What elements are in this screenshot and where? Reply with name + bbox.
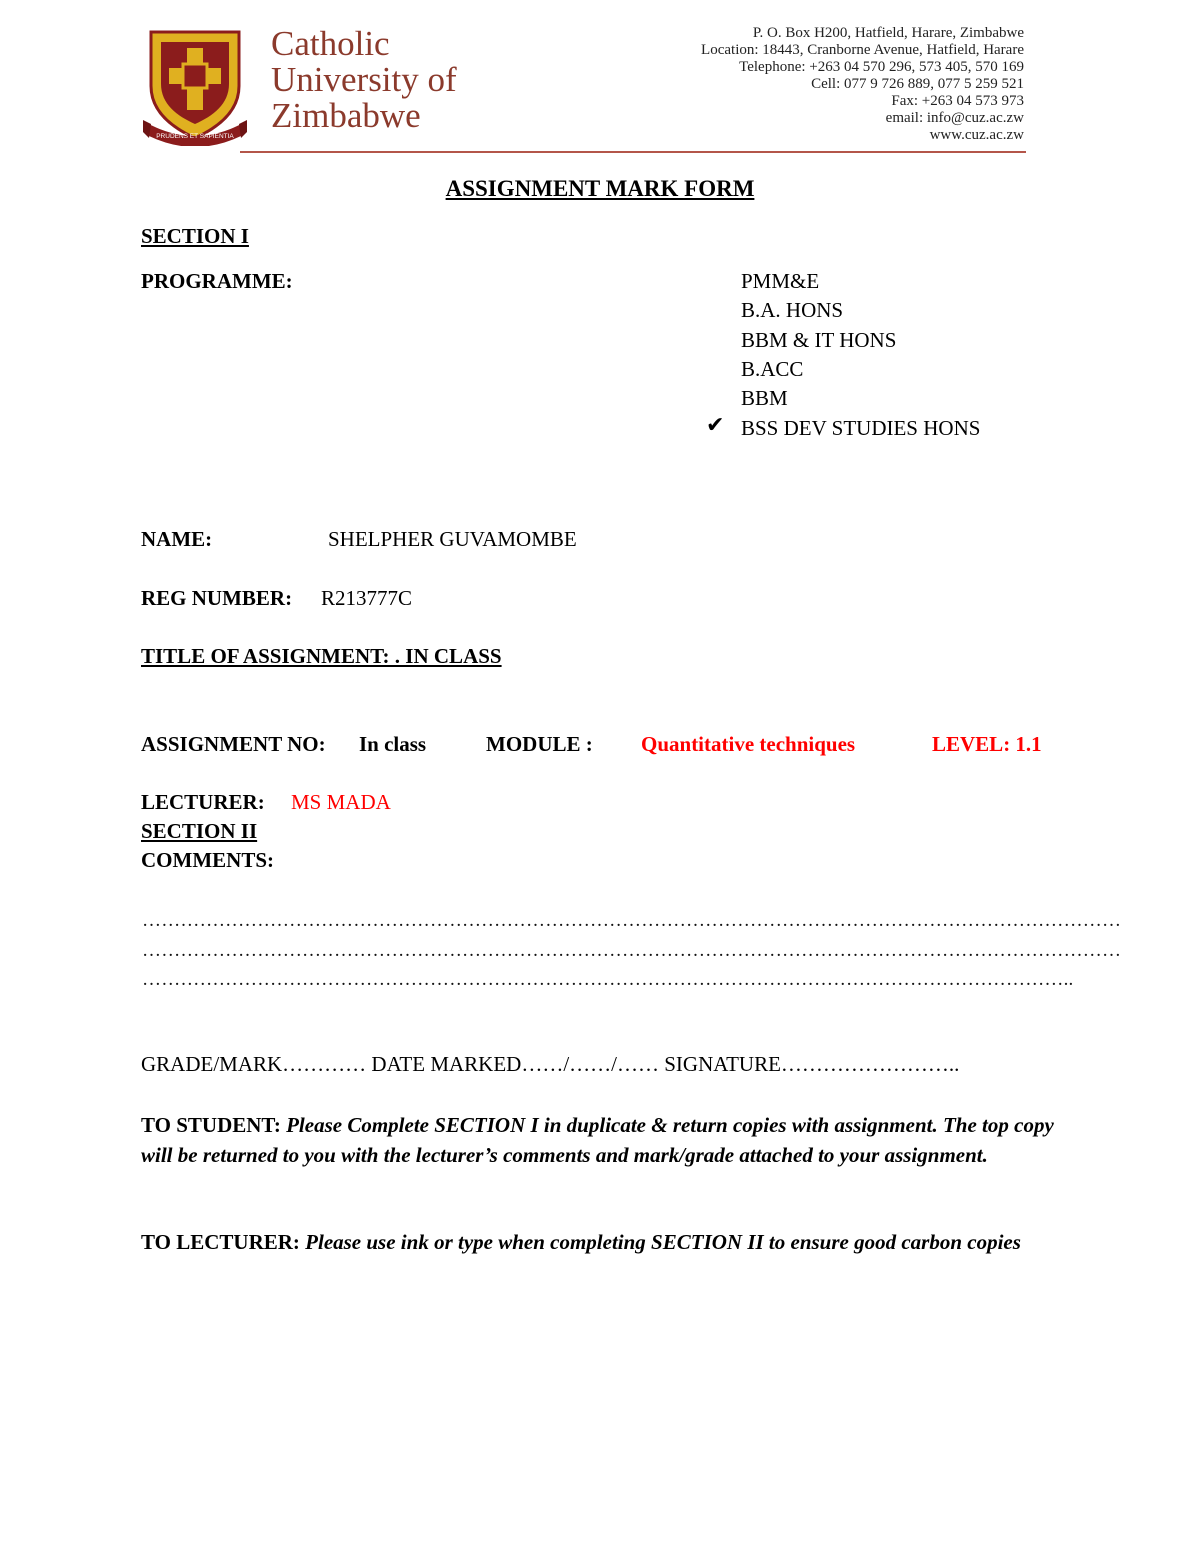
level-text: LEVEL: 1.1 <box>932 732 1042 756</box>
crest-motto-glyphs: PRUDENS ET SAPIENTIA <box>156 133 234 140</box>
programme-option-pmme: PMM&E <box>741 269 820 293</box>
module-label: MODULE : <box>486 732 593 756</box>
lecturer-value: MS MADA <box>291 790 391 814</box>
programme-option-bss-dev-studies-hons: BSS DEV STUDIES HONS <box>741 416 981 440</box>
comment-line-1: ……………………………………………………………………………………………………………………………………… <box>142 910 1122 931</box>
university-crest-logo <box>143 28 247 146</box>
to-student-label: TO STUDENT: <box>141 1113 281 1137</box>
section-2-heading: SECTION II <box>141 819 258 843</box>
to-lecturer-text: Please use ink or type when completing SECTION II to ensure good carbon copies <box>305 1230 1021 1254</box>
programme-label: PROGRAMME: <box>141 269 293 293</box>
university-name-line-1: Catholic <box>271 24 390 63</box>
section-1-heading: SECTION I <box>141 224 249 248</box>
contact-cell: Cell: 077 9 726 889, 077 5 259 521 <box>811 76 1024 92</box>
to-lecturer-label: TO LECTURER: <box>141 1230 300 1254</box>
contact-location: Location: 18443, Cranborne Avenue, Hatfield, Harare <box>701 42 1024 58</box>
contact-address: P. O. Box H200, Hatfield, Harare, Zimbabwe <box>752 25 1024 41</box>
check-mark-icon: ✔ <box>706 413 725 438</box>
module-value: Quantitative techniques <box>641 732 856 756</box>
name-label: NAME: <box>141 527 213 551</box>
name-value: SHELPHER GUVAMOMBE <box>328 527 577 551</box>
comment-line-3: ……………………………………………………………………………………………………………………………….. <box>142 969 1074 990</box>
reg-number-value: R213777C <box>321 586 413 610</box>
contact-telephone: Telephone: +263 04 570 296, 573 405, 570 169 <box>739 59 1024 75</box>
letterhead-rule <box>240 151 1026 153</box>
to-student-note <box>141 1110 1061 1170</box>
assignment-no-value: In class <box>359 732 427 756</box>
comments-label: COMMENTS: <box>141 848 274 872</box>
reg-number-label: REG NUMBER: <box>141 586 293 610</box>
form-title: ASSIGNMENT MARK FORM <box>445 176 755 201</box>
grade-date-signature-line: GRADE/MARK………… DATE MARKED……/……/…… SIGNATURE…………………….. <box>141 1052 960 1076</box>
to-lecturer-note <box>141 1227 1061 1257</box>
lecturer-label: LECTURER: <box>141 790 265 814</box>
comment-line-2: ……………………………………………………………………………………………………………………………………… <box>142 940 1122 961</box>
assignment-no-label: ASSIGNMENT NO: <box>141 732 326 756</box>
programme-option-bbm: BBM <box>741 386 788 410</box>
programme-option-ba-hons: B.A. HONS <box>741 298 844 322</box>
title-of-assignment: TITLE OF ASSIGNMENT: . IN CLASS <box>141 644 502 668</box>
contact-fax: Fax: +263 04 573 973 <box>891 93 1024 109</box>
contact-website: www.cuz.ac.zw <box>929 127 1024 143</box>
to-student-text: Please Complete SECTION I in duplicate & return copies with assignment. The top copy will be returned to you with the lecturer’s comments and mark/grade attached to your assignment. <box>141 1113 1054 1167</box>
contact-email: email: info@cuz.ac.zw <box>885 110 1024 126</box>
university-name-line-3: Zimbabwe <box>271 96 421 135</box>
programme-option-bbm-it-hons: BBM & IT HONS <box>741 328 897 352</box>
university-name-line-2: University of <box>271 60 457 99</box>
programme-option-bacc: B.ACC <box>741 357 804 381</box>
